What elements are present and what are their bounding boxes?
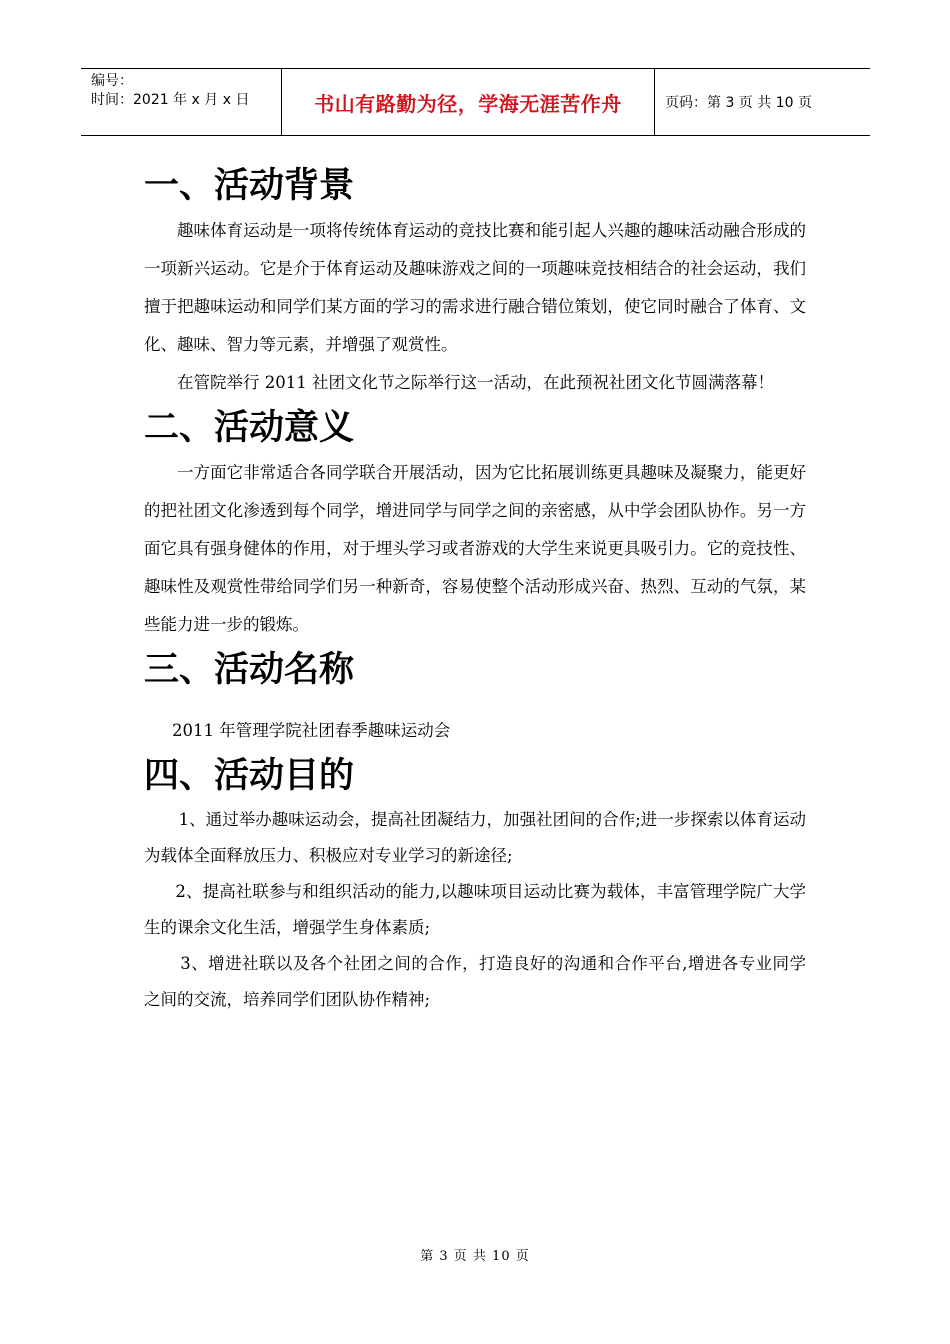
document-time-label: 时间：2021 年 x 月 x 日 — [91, 92, 250, 108]
section-title-background: 一、活动背景 — [144, 166, 355, 206]
section-title-significance: 二、活动意义 — [144, 408, 355, 448]
header-page-info: 页码：第 3 页 共 10 页 — [665, 95, 812, 111]
header-meta — [81, 69, 282, 135]
list-item: 1、通过举办趣味运动会，提高社团凝结力，加强社团间的合作;进一步探索以体育运动为载体全面释放压力、积极应对专业学习的新途径; — [144, 810, 806, 865]
paragraph: 在管院举行 2011 社团文化节之际举行这一活动，在此预祝社团文化节圆满落幕！ — [177, 373, 774, 392]
list-item: 2、提高社联参与和组织活动的能力,以趣味项目运动比赛为载体，丰富管理学院广大学生的课余文化生活，增强学生身体素质; — [144, 882, 806, 937]
document-body — [144, 160, 806, 1018]
activity-name: 2011 年管理学院社团春季趣味运动会 — [172, 721, 451, 740]
section-title-purpose: 四、活动目的 — [144, 756, 355, 796]
header-motto: 书山有路勤为径，学海无涯苦作舟 — [282, 69, 655, 135]
paragraph: 趣味体育运动是一项将传统体育运动的竞技比赛和能引起人兴趣的趣味活动融合形成的一项新兴运动。它是介于体育运动及趣味游戏之间的一项趣味竞技相结合的社会运动，我们擅于把趣味运动和同学们某方面的学习的需求进行融合错位策划，使它同时融合了体育、文化、趣味、智力等元素，并增强了观赏性。 — [144, 221, 806, 354]
page-footer: 第 3 页 共 10 页 — [420, 1249, 530, 1264]
paragraph: 一方面它非常适合各同学联合开展活动，因为它比拓展训练更具趣味及凝聚力，能更好的把社团文化渗透到每个同学，增进同学与同学之间的亲密感，从中学会团队协作。另一方面它具有强身健体的作用，对于埋头学习或者游戏的大学生来说更具吸引力。它的竞技性、趣味性及观赏性带给同学们另一种新奇，容易使整个活动形成兴奋、热烈、互动的气氛，某些能力进一步的锻炼。 — [144, 463, 806, 634]
document-number-label: 编号： — [91, 73, 133, 89]
section-title-name: 三、活动名称 — [144, 650, 355, 690]
list-item: 3、增进社联以及各个社团之间的合作，打造良好的沟通和合作平台,增进各专业同学之间的交流，培养同学们团队协作精神; — [144, 954, 806, 1009]
page-header — [81, 68, 870, 136]
